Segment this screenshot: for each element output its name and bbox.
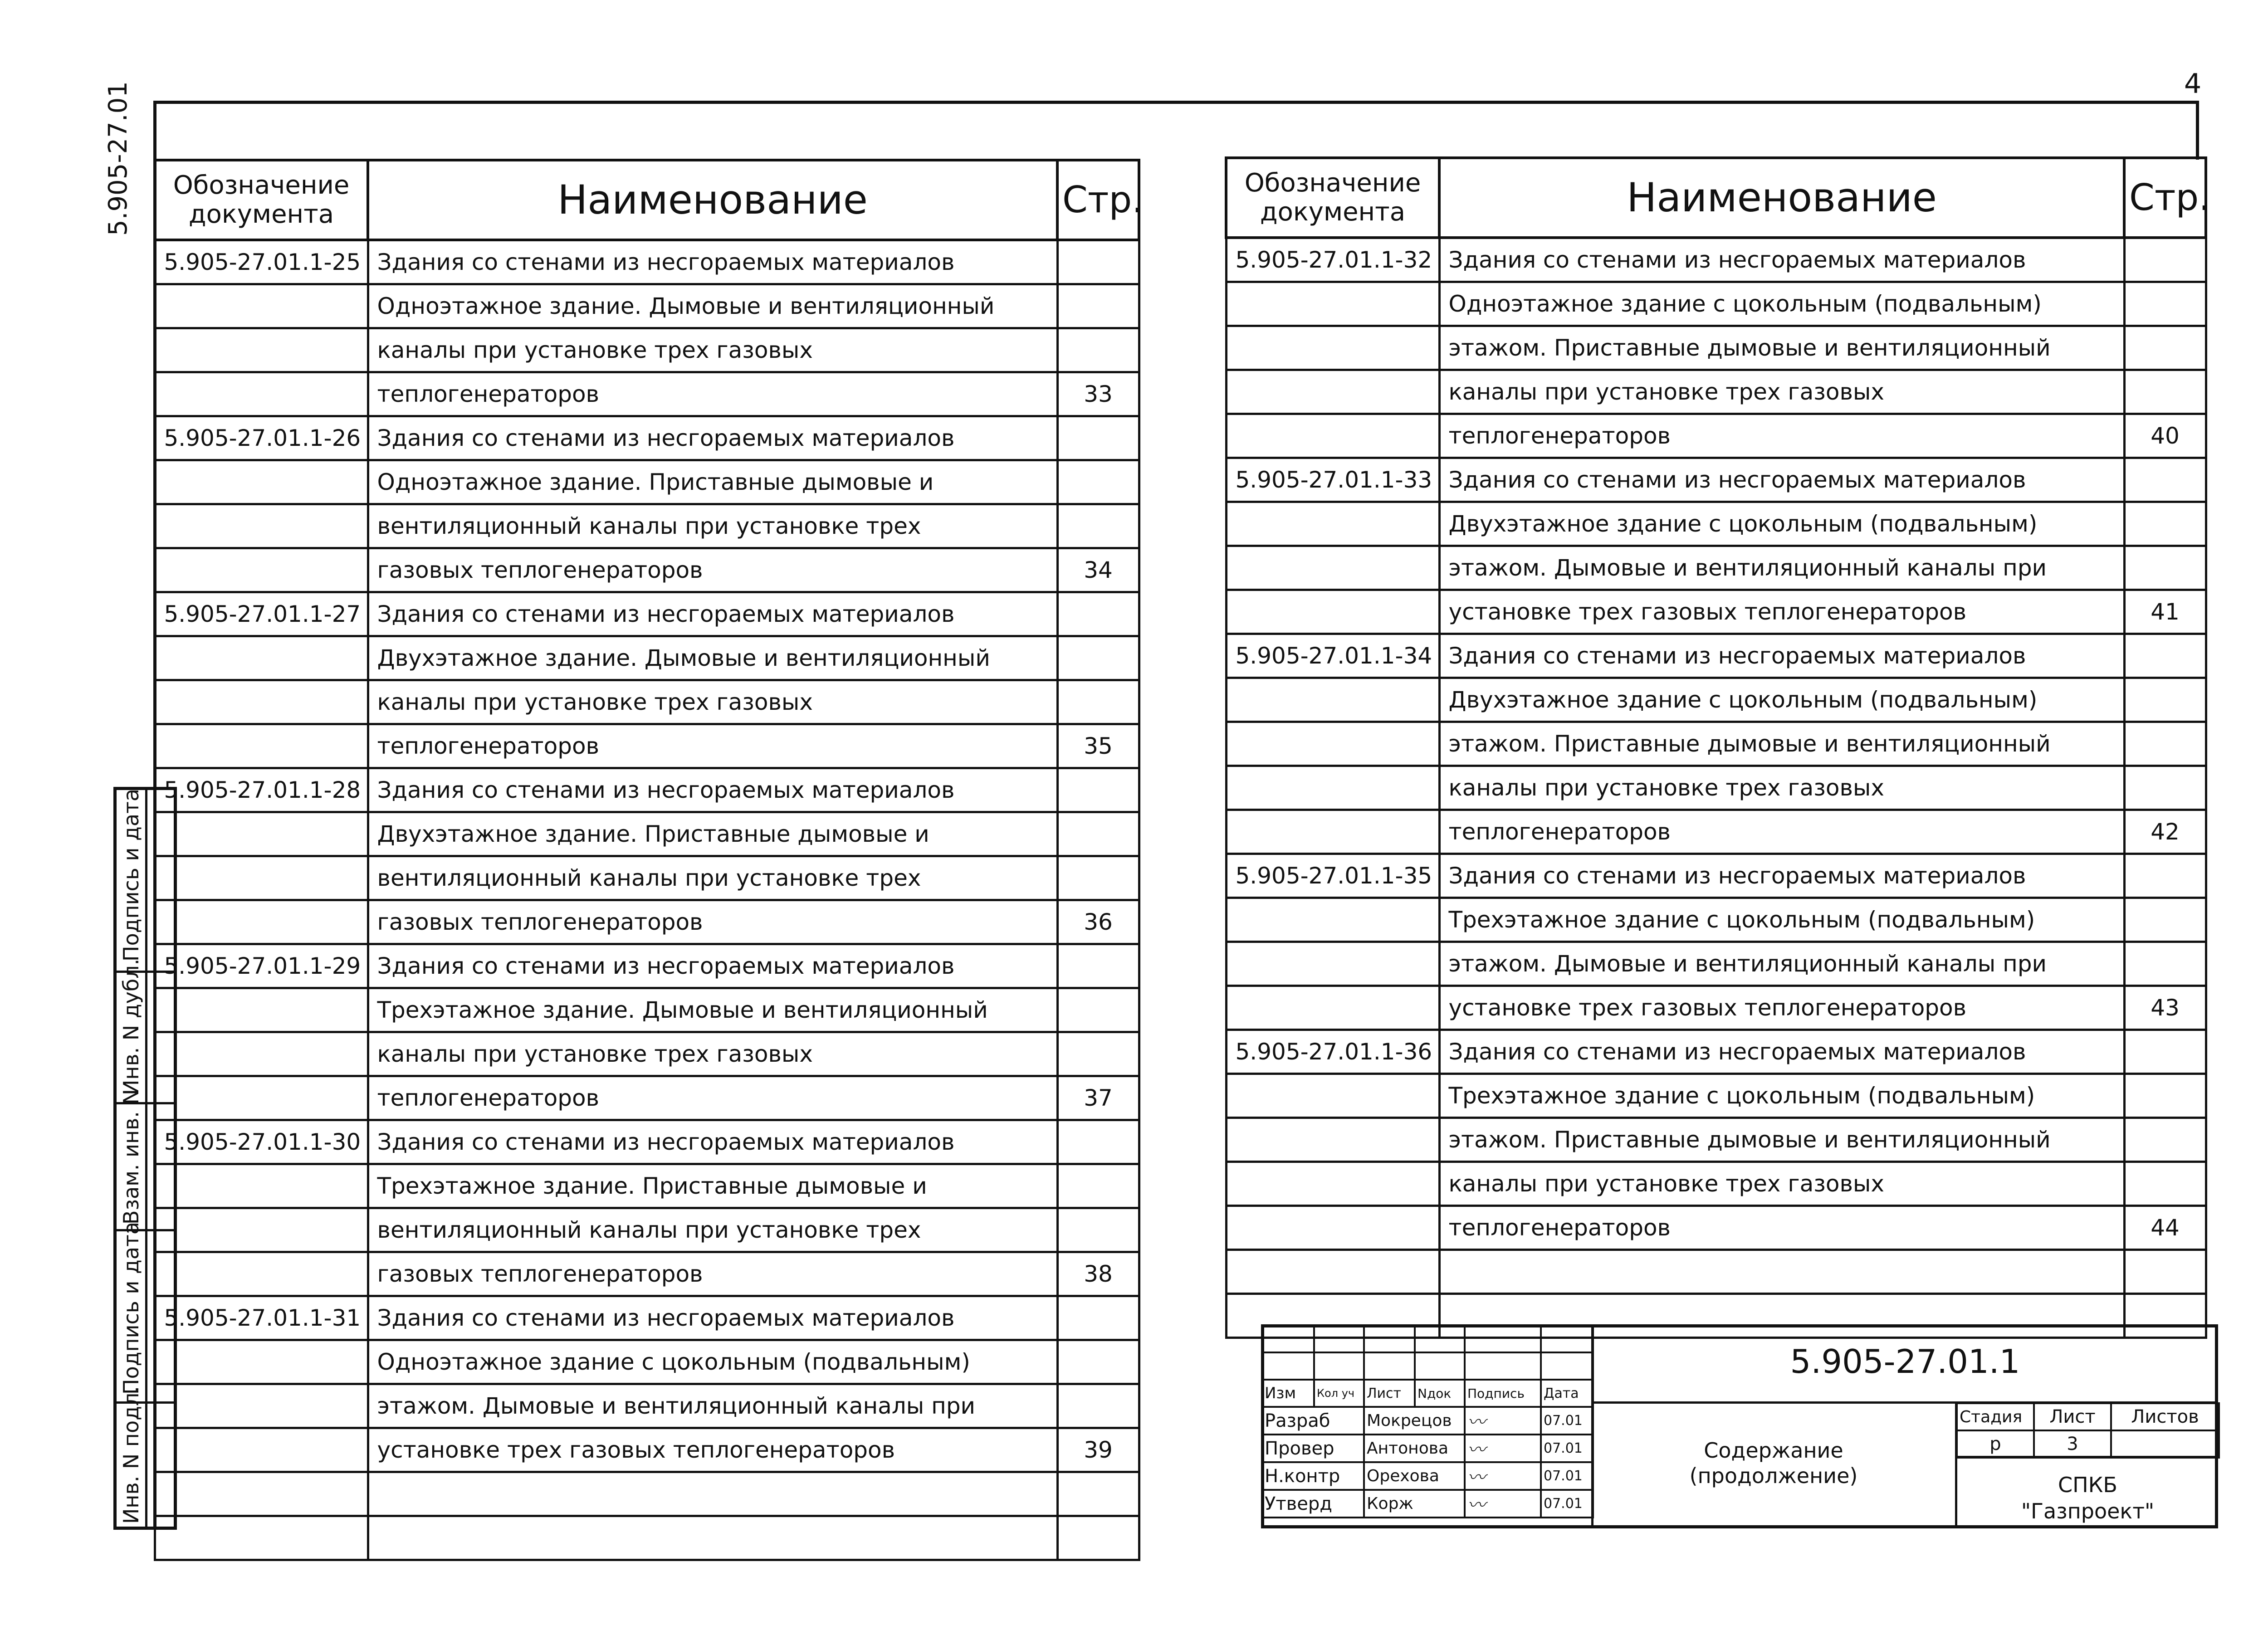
document-code-cell: [1226, 942, 1439, 986]
stage-value: р: [1957, 1430, 2034, 1458]
document-code-cell: [155, 372, 368, 416]
right-table-row: [1226, 722, 2206, 766]
right-table-row: [1226, 1118, 2206, 1162]
document-code-cell: [1226, 678, 1439, 722]
document-name-cell: этажом. Приставные дымовые и вентиляционный: [1439, 722, 2124, 766]
document-code-cell: 5.905-27.01.1-36: [1226, 1030, 1439, 1074]
document-name-cell: Двухэтажное здание с цокольным (подвальным): [1439, 678, 2124, 722]
side-stamp-divider: [145, 787, 147, 1530]
page-number-cell: [2124, 458, 2206, 502]
page-number-cell: 34: [1057, 548, 1139, 592]
organization: [1957, 1472, 2218, 1524]
header-page: Стр.: [2124, 158, 2206, 238]
document-name-cell: Одноэтажное здание. Приставные дымовые и: [368, 460, 1057, 504]
document-code-cell: [1226, 766, 1439, 810]
side-document-code: 5.905-27.01: [103, 81, 133, 236]
sheet-value: 3: [2034, 1430, 2111, 1458]
right-table-row: [1226, 1250, 2206, 1294]
document-name-cell: этажом. Приставные дымовые и вентиляционный: [1439, 326, 2124, 370]
right-table-row: [1226, 238, 2206, 282]
right-table-row: [1226, 634, 2206, 678]
stamp-title-line2: (продолжение): [1689, 1464, 1858, 1488]
document-code-cell: 5.905-27.01.1-29: [155, 944, 368, 988]
left-table-row: [155, 944, 1139, 988]
page-number-cell: [1057, 1384, 1139, 1428]
document-code-cell: [1226, 502, 1439, 546]
page-number-cell: [1057, 1340, 1139, 1384]
signer-row-approver: [1262, 1490, 1593, 1518]
page-number-cell: [1057, 1296, 1139, 1340]
document-name-cell: теплогенераторов: [1439, 414, 2124, 458]
document-name-cell: Здания со стенами из несгораемых материалов: [1439, 1030, 2124, 1074]
document-name-cell: Здания со стенами из несгораемых материалов: [368, 1120, 1057, 1164]
left-table-row: [155, 812, 1139, 856]
page-number-cell: [2124, 282, 2206, 326]
stamp-column-headers: [1262, 1380, 1593, 1407]
document-code-cell: [155, 1076, 368, 1120]
page-number-cell: 44: [2124, 1206, 2206, 1250]
document-name-cell: каналы при установке трех газовых: [368, 328, 1057, 372]
header-page: Стр.: [1057, 160, 1139, 240]
left-table-row: [155, 724, 1139, 768]
page-number-cell: 40: [2124, 414, 2206, 458]
document-code-cell: [1226, 1074, 1439, 1118]
right-table-row: [1226, 1206, 2206, 1250]
document-code-cell: [155, 988, 368, 1032]
sheets-value: [2111, 1430, 2219, 1458]
page-number-cell: [2124, 1118, 2206, 1162]
document-code-cell: 5.905-27.01.1-25: [155, 240, 368, 284]
left-table-row: [155, 1208, 1139, 1252]
right-border-line: [2196, 101, 2199, 160]
organization-line1: СПКБ: [2058, 1473, 2117, 1497]
document-name-cell: Двухэтажное здание с цокольным (подвальным): [1439, 502, 2124, 546]
document-name-cell: Двухэтажное здание. Дымовые и вентиляционный: [368, 636, 1057, 680]
page-number-cell: [1057, 416, 1139, 460]
page-number-cell: [2124, 854, 2206, 898]
page-number-cell: [2124, 678, 2206, 722]
document-name-cell: Здания со стенами из несгораемых материалов: [368, 1296, 1057, 1340]
document-name-cell: Здания со стенами из несгораемых материалов: [1439, 458, 2124, 502]
document-code-cell: [155, 680, 368, 724]
document-name-cell: вентиляционный каналы при установке трех: [368, 856, 1057, 900]
page-number-cell: 42: [2124, 810, 2206, 854]
document-name-cell: Здания со стенами из несгораемых материалов: [1439, 238, 2124, 282]
document-code-cell: 5.905-27.01.1-27: [155, 592, 368, 636]
left-table-row: [155, 1164, 1139, 1208]
document-name-cell: Трехэтажное здание с цокольным (подвальным): [1439, 898, 2124, 942]
page-number-cell: 33: [1057, 372, 1139, 416]
document-name-cell: этажом. Дымовые и вентиляционный каналы при: [1439, 546, 2124, 590]
document-name-cell: теплогенераторов: [1439, 1206, 2124, 1250]
document-code-cell: [1226, 282, 1439, 326]
right-table-row: [1226, 370, 2206, 414]
page-number-cell: [1057, 988, 1139, 1032]
document-code-cell: [155, 1208, 368, 1252]
page-number-cell: [1057, 812, 1139, 856]
document-code-cell: [1226, 898, 1439, 942]
right-table-row: [1226, 854, 2206, 898]
document-code-cell: [1226, 1206, 1439, 1250]
document-name-cell: вентиляционный каналы при установке трех: [368, 1208, 1057, 1252]
signer-date: 07.01: [1541, 1490, 1593, 1518]
right-table-row: [1226, 1074, 2206, 1118]
page-number-cell: [1057, 1208, 1139, 1252]
side-stamp-dup-inv: Инв. N дубл.: [119, 958, 143, 1095]
page-number-cell: 43: [2124, 986, 2206, 1030]
right-table-row: [1226, 810, 2206, 854]
left-table-row: [155, 504, 1139, 548]
document-name-cell: теплогенераторов: [368, 1076, 1057, 1120]
page-number-cell: [1057, 680, 1139, 724]
page-number-cell: [2124, 326, 2206, 370]
page-number-cell: [2124, 898, 2206, 942]
signer-name: Корж: [1364, 1490, 1465, 1518]
document-code-cell: 5.905-27.01.1-28: [155, 768, 368, 812]
page-number-cell: [2124, 1074, 2206, 1118]
document-name-cell: каналы при установке трех газовых: [1439, 1162, 2124, 1206]
left-table-row: [155, 900, 1139, 944]
signer-name: Орехова: [1364, 1462, 1465, 1490]
document-code-cell: 5.905-27.01.1-26: [155, 416, 368, 460]
document-code-cell: [155, 636, 368, 680]
page-number-cell: 36: [1057, 900, 1139, 944]
right-table-row: [1226, 414, 2206, 458]
page-number-cell: [2124, 370, 2206, 414]
document-code-cell: 5.905-27.01.1-30: [155, 1120, 368, 1164]
document-name-cell: Здания со стенами из несгораемых материалов: [368, 240, 1057, 284]
col-sheet: Лист: [1364, 1380, 1415, 1407]
document-name-cell: каналы при установке трех газовых: [368, 1032, 1057, 1076]
left-table-row: [155, 548, 1139, 592]
left-table-row: [155, 988, 1139, 1032]
document-code-cell: [1226, 546, 1439, 590]
document-name-cell: [1439, 1250, 2124, 1294]
document-name-cell: Трехэтажное здание. Дымовые и вентиляционный: [368, 988, 1057, 1032]
col-change: Изм: [1262, 1380, 1314, 1407]
page-number-cell: 35: [1057, 724, 1139, 768]
document-code-cell: [155, 1164, 368, 1208]
signer-role: Н.контр: [1262, 1462, 1364, 1490]
document-code-cell: [155, 1516, 368, 1560]
signer-role: Провер: [1262, 1435, 1364, 1462]
left-table-row: [155, 416, 1139, 460]
document-code-cell: [155, 548, 368, 592]
document-name-cell: этажом. Дымовые и вентиляционный каналы при: [368, 1384, 1057, 1428]
signer-row-checker: [1262, 1435, 1593, 1462]
stamp-document-code: 5.905-27.01.1: [1790, 1342, 2020, 1381]
right-table-row: [1226, 546, 2206, 590]
page-number-cell: [2124, 1250, 2206, 1294]
left-table-row: [155, 460, 1139, 504]
page-number-cell: [1057, 328, 1139, 372]
right-table-row: [1226, 1030, 2206, 1074]
document-name-cell: Трехэтажное здание. Приставные дымовые и: [368, 1164, 1057, 1208]
page-number-cell: 38: [1057, 1252, 1139, 1296]
document-code-cell: 5.905-27.01.1-33: [1226, 458, 1439, 502]
left-table-row: [155, 1384, 1139, 1428]
page-number-cell: [1057, 284, 1139, 328]
left-table-row: [155, 1428, 1139, 1472]
sheet-label: Лист: [2034, 1403, 2111, 1430]
document-name-cell: теплогенераторов: [368, 372, 1057, 416]
document-name-cell: установке трех газовых теплогенераторов: [1439, 986, 2124, 1030]
document-code-cell: [155, 460, 368, 504]
document-code-cell: [155, 284, 368, 328]
stamp-stage-grid: [1956, 1402, 2220, 1459]
page-number-cell: [1057, 592, 1139, 636]
col-count: Кол уч: [1314, 1380, 1364, 1407]
document-code-cell: 5.905-27.01.1-35: [1226, 854, 1439, 898]
document-code-cell: [1226, 722, 1439, 766]
signer-row-developer: [1262, 1407, 1593, 1435]
document-name-cell: Одноэтажное здание с цокольным (подвальным): [368, 1340, 1057, 1384]
right-table-row: [1226, 1162, 2206, 1206]
document-name-cell: [368, 1516, 1057, 1560]
document-name-cell: Трехэтажное здание с цокольным (подвальным): [1439, 1074, 2124, 1118]
left-table-row: [155, 1296, 1139, 1340]
signature-mark: 〰: [1465, 1490, 1541, 1518]
page-number-cell: [1057, 240, 1139, 284]
page-number-cell: [1057, 460, 1139, 504]
document-code-cell: [1226, 810, 1439, 854]
side-stamp-signature-2: Подпись и дата: [119, 1221, 143, 1395]
document-code-cell: [155, 504, 368, 548]
document-name-cell: [368, 1472, 1057, 1516]
document-code-cell: [155, 900, 368, 944]
signature-mark: 〰: [1465, 1435, 1541, 1462]
page-number-cell: [1057, 856, 1139, 900]
document-name-cell: теплогенераторов: [1439, 810, 2124, 854]
document-code-cell: [155, 328, 368, 372]
page-number-cell: [1057, 636, 1139, 680]
page-number-cell: [1057, 1032, 1139, 1076]
page-number-cell: 41: [2124, 590, 2206, 634]
page-number-cell: 37: [1057, 1076, 1139, 1120]
page-number-cell: [2124, 546, 2206, 590]
document-code-cell: 5.905-27.01.1-31: [155, 1296, 368, 1340]
document-code-cell: [1226, 1118, 1439, 1162]
right-contents-table: [1225, 156, 2210, 1339]
page-number-cell: [1057, 1472, 1139, 1516]
document-name-cell: теплогенераторов: [368, 724, 1057, 768]
page-number-cell: [2124, 722, 2206, 766]
left-table-row: [155, 1252, 1139, 1296]
stage-label: Стадия: [1957, 1403, 2034, 1430]
document-name-cell: каналы при установке трех газовых: [1439, 370, 2124, 414]
document-name-cell: газовых теплогенераторов: [368, 548, 1057, 592]
stamp-title: [1594, 1438, 1953, 1488]
document-name-cell: установке трех газовых теплогенераторов: [368, 1428, 1057, 1472]
header-document-code: Обозначение документа: [155, 160, 368, 240]
left-table-row: [155, 636, 1139, 680]
document-code-cell: [155, 1032, 368, 1076]
document-name-cell: Здания со стенами из несгораемых материалов: [1439, 634, 2124, 678]
page-number-cell: [1057, 768, 1139, 812]
document-name-cell: установке трех газовых теплогенераторов: [1439, 590, 2124, 634]
left-table-row: [155, 1120, 1139, 1164]
right-table-row: [1226, 766, 2206, 810]
document-code-cell: [1226, 1250, 1439, 1294]
signer-date: 07.01: [1541, 1435, 1593, 1462]
right-table-row: [1226, 282, 2206, 326]
left-table-row: [155, 284, 1139, 328]
document-code-cell: [155, 812, 368, 856]
side-stamp-signature-1: Подпись и дата: [119, 788, 143, 961]
left-contents-table: [153, 159, 1144, 1561]
left-table-row: [155, 680, 1139, 724]
left-table-row: [155, 592, 1139, 636]
document-code-cell: [1226, 1162, 1439, 1206]
page-number-cell: [2124, 502, 2206, 546]
signer-date: 07.01: [1541, 1407, 1593, 1435]
document-code-cell: [155, 1384, 368, 1428]
page-number-cell: [2124, 1030, 2206, 1074]
signer-role: Утверд: [1262, 1490, 1364, 1518]
signer-role: Разраб: [1262, 1407, 1364, 1435]
document-code-cell: [155, 1472, 368, 1516]
document-name-cell: вентиляционный каналы при установке трех: [368, 504, 1057, 548]
left-table-row: [155, 1340, 1139, 1384]
document-code-cell: [1226, 986, 1439, 1030]
page-number-cell: [1057, 1516, 1139, 1560]
left-table-row: [155, 1032, 1139, 1076]
header-document-code: Обозначение документа: [1226, 158, 1439, 238]
page-number-cell: [1057, 1164, 1139, 1208]
page-number-cell: [1057, 1120, 1139, 1164]
col-signature: Подпись: [1465, 1380, 1541, 1407]
document-name-cell: Здания со стенами из несгораемых материалов: [368, 768, 1057, 812]
page-number-cell: [1057, 944, 1139, 988]
sheet-number: 4: [2184, 68, 2202, 100]
signer-date: 07.01: [1541, 1462, 1593, 1490]
organization-line2: "Газпроект": [2021, 1499, 2155, 1523]
document-name-cell: Одноэтажное здание. Дымовые и вентиляционный: [368, 284, 1057, 328]
document-code-cell: [1226, 326, 1439, 370]
right-table-row: [1226, 942, 2206, 986]
right-table-row: [1226, 326, 2206, 370]
document-name-cell: газовых теплогенераторов: [368, 1252, 1057, 1296]
left-table-row: [155, 1472, 1139, 1516]
signature-mark: 〰: [1465, 1462, 1541, 1490]
document-code-cell: [155, 856, 368, 900]
left-table-row: [155, 1076, 1139, 1120]
page-number-cell: 39: [1057, 1428, 1139, 1472]
side-stamp-original-inv: Инв. N подл.: [119, 1386, 143, 1524]
document-name-cell: каналы при установке трех газовых: [368, 680, 1057, 724]
document-name-cell: газовых теплогенераторов: [368, 900, 1057, 944]
document-code-cell: [155, 724, 368, 768]
page-number-cell: [2124, 1162, 2206, 1206]
signer-name: Антонова: [1364, 1435, 1465, 1462]
document-name-cell: Двухэтажное здание. Приставные дымовые и: [368, 812, 1057, 856]
left-table-row: [155, 240, 1139, 284]
page-number-cell: [2124, 238, 2206, 282]
left-table-header: [155, 160, 1139, 240]
page-number-cell: [2124, 634, 2206, 678]
stamp-title-line1: Содержание: [1704, 1438, 1843, 1463]
document-name-cell: Здания со стенами из несгораемых материалов: [368, 592, 1057, 636]
signature-mark: 〰: [1465, 1407, 1541, 1435]
sheets-label: Листов: [2111, 1403, 2219, 1430]
side-stamp-replace-inv: Взам. инв. N: [119, 1089, 143, 1225]
right-table-row: [1226, 458, 2206, 502]
left-table-row: [155, 856, 1139, 900]
document-code-cell: [155, 1340, 368, 1384]
document-code-cell: [1226, 590, 1439, 634]
left-table-row: [155, 328, 1139, 372]
header-name: Наименование: [1439, 158, 2124, 238]
document-name-cell: Здания со стенами из несгораемых материалов: [368, 944, 1057, 988]
stamp-change-grid: [1261, 1324, 1594, 1518]
signer-name: Мокрецов: [1364, 1407, 1465, 1435]
document-code-cell: 5.905-27.01.1-34: [1226, 634, 1439, 678]
document-code-cell: [1226, 370, 1439, 414]
document-name-cell: Здания со стенами из несгораемых материалов: [368, 416, 1057, 460]
right-table-header: [1226, 158, 2206, 238]
col-date: Дата: [1541, 1380, 1593, 1407]
signer-row-normcontrol: [1262, 1462, 1593, 1490]
right-table-row: [1226, 678, 2206, 722]
document-name-cell: этажом. Приставные дымовые и вентиляционный: [1439, 1118, 2124, 1162]
right-table-row: [1226, 590, 2206, 634]
col-doc-no: Nдок: [1415, 1380, 1465, 1407]
document-name-cell: Одноэтажное здание с цокольным (подвальным): [1439, 282, 2124, 326]
left-table-row: [155, 768, 1139, 812]
right-table-row: [1226, 986, 2206, 1030]
page-number-cell: [2124, 766, 2206, 810]
left-table-row: [155, 372, 1139, 416]
document-name-cell: Здания со стенами из несгораемых материалов: [1439, 854, 2124, 898]
top-border-line: [153, 101, 2199, 104]
page-number-cell: [2124, 942, 2206, 986]
left-table-row: [155, 1516, 1139, 1560]
document-code-cell: [1226, 414, 1439, 458]
document-code-cell: 5.905-27.01.1-32: [1226, 238, 1439, 282]
header-name: Наименование: [368, 160, 1057, 240]
document-name-cell: каналы при установке трех газовых: [1439, 766, 2124, 810]
right-table-row: [1226, 898, 2206, 942]
document-code-cell: [155, 1252, 368, 1296]
document-name-cell: этажом. Дымовые и вентиляционный каналы при: [1439, 942, 2124, 986]
right-table-row: [1226, 502, 2206, 546]
page-number-cell: [1057, 504, 1139, 548]
document-code-cell: [155, 1428, 368, 1472]
